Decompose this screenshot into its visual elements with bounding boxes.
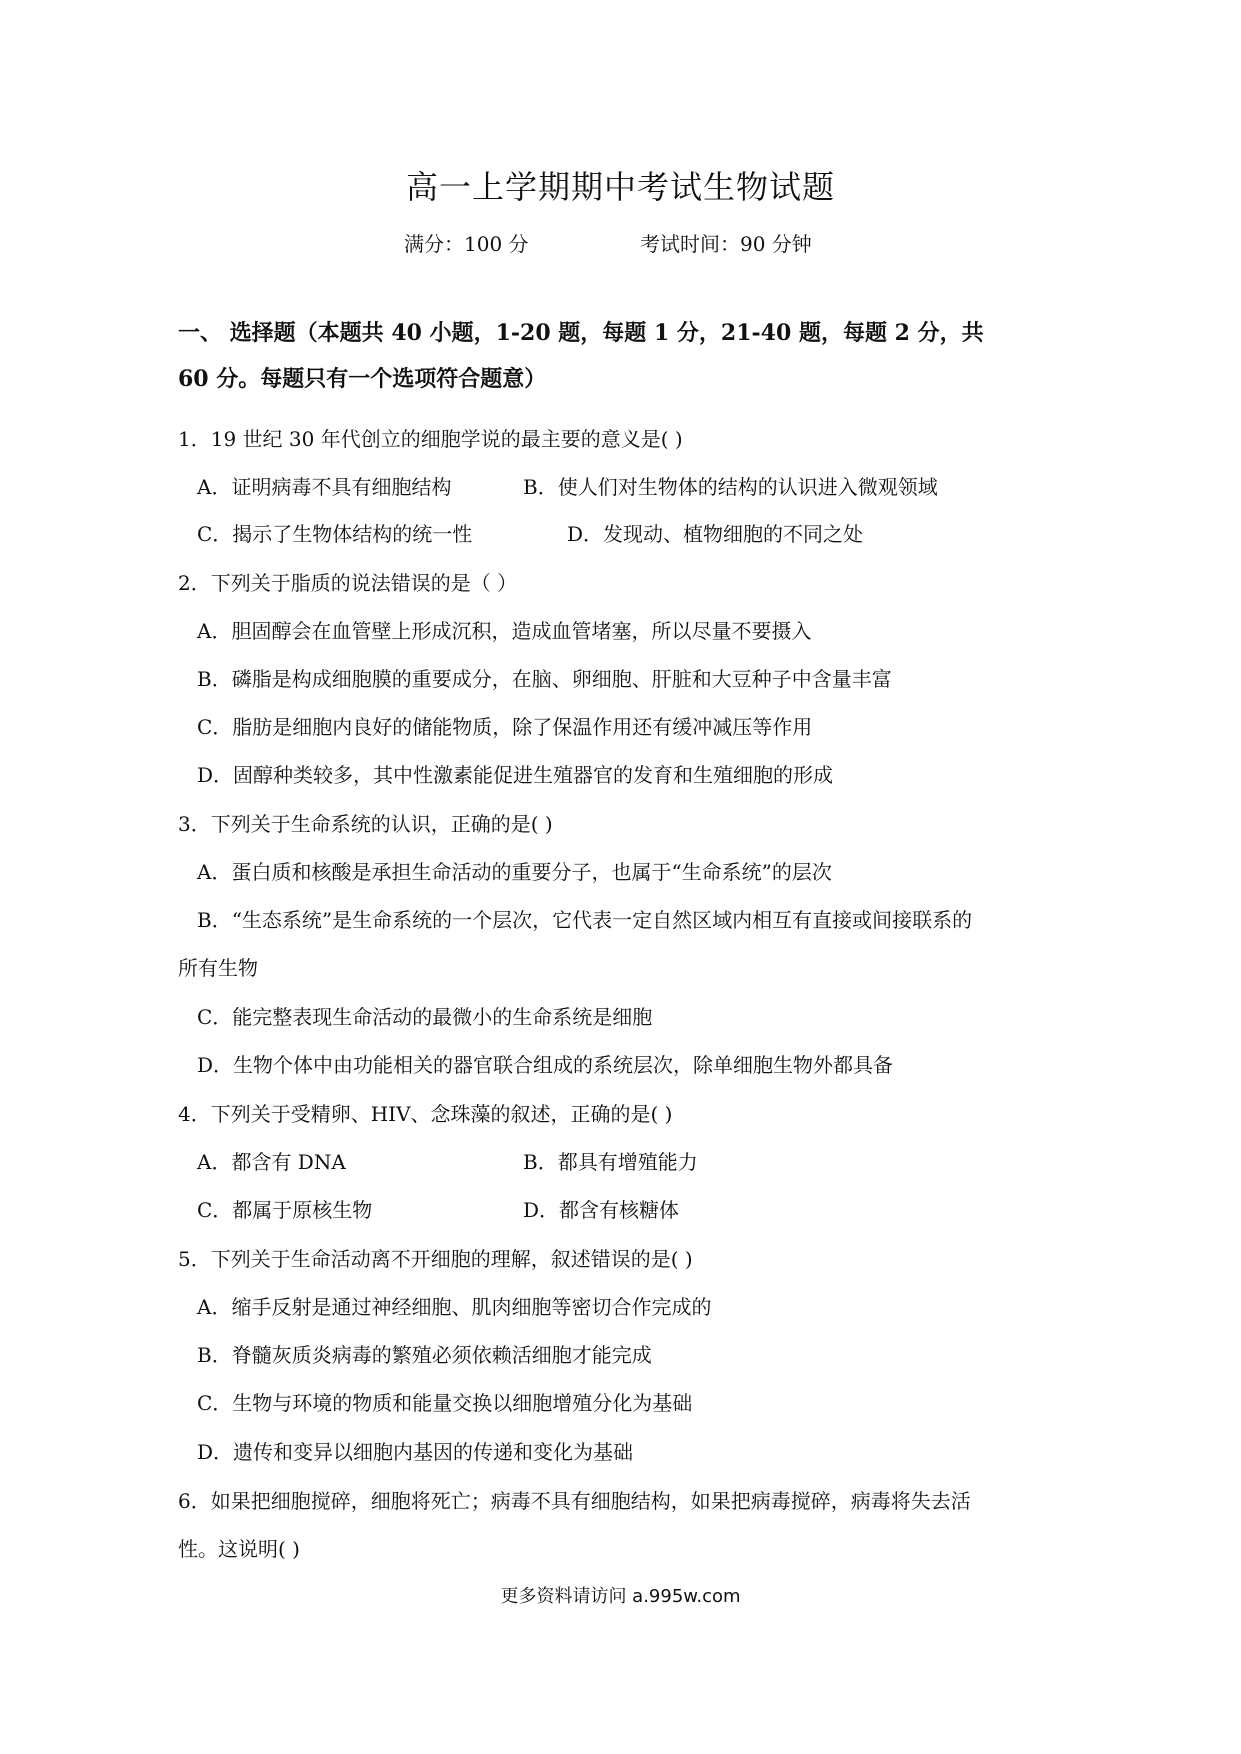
page-title: 高一上学期期中考试生物试题 <box>405 168 835 206</box>
section-heading-line2: 60 分。每题只有一个选项符合题意） <box>178 366 547 392</box>
question-5-option-c: C．生物与环境的物质和能量交换以细胞增殖分化为基础 <box>197 1391 693 1415</box>
question-4-option-a: A．都含有 DNA <box>197 1150 346 1174</box>
footer-link[interactable]: 更多资料请访问 a.995w.com <box>500 1586 741 1607</box>
question-2-option-d: D．固醇种类较多，其中性激素能促进生殖器官的发育和生殖细胞的形成 <box>197 763 834 787</box>
question-4-option-b: B．都具有增殖能力 <box>523 1150 698 1174</box>
question-3-option-d: D．生物个体中由功能相关的器官联合组成的系统层次，除单细胞生物外都具备 <box>197 1053 894 1077</box>
question-6-stem: 6．如果把细胞搅碎，细胞将死亡；病毒不具有细胞结构，如果把病毒搅碎，病毒将失去活 <box>178 1489 971 1513</box>
question-3-option-c: C．能完整表现生命活动的最微小的生命系统是细胞 <box>197 1005 653 1029</box>
question-2-stem: 2．下列关于脂质的说法错误的是（ ） <box>178 571 518 595</box>
question-5-option-a: A．缩手反射是通过神经细胞、肌肉细胞等密切合作完成的 <box>197 1295 712 1319</box>
question-3-option-a: A．蛋白质和核酸是承担生命活动的重要分子，也属于“生命系统”的层次 <box>197 860 832 884</box>
question-1-stem: 1．19 世纪 30 年代创立的细胞学说的最主要的意义是( ) <box>178 427 683 451</box>
question-4-stem: 4．下列关于受精卵、HIV、念珠藻的叙述，正确的是( ) <box>178 1102 673 1126</box>
question-1-option-d: D．发现动、植物细胞的不同之处 <box>567 522 864 546</box>
question-3-option-b: B．“生态系统”是生命系统的一个层次，它代表一定自然区域内相互有直接或间接联系的 <box>197 908 973 932</box>
question-4-option-d: D．都含有核糖体 <box>523 1198 680 1222</box>
question-2-option-a: A．胆固醇会在血管壁上形成沉积，造成血管堵塞，所以尽量不要摄入 <box>197 619 812 643</box>
question-2-option-b: B．磷脂是构成细胞膜的重要成分，在脑、卵细胞、肝脏和大豆种子中含量丰富 <box>197 667 892 691</box>
question-5-option-d: D．遗传和变异以细胞内基因的传递和变化为基础 <box>197 1440 634 1464</box>
full-score: 满分：100 分 <box>404 232 529 256</box>
question-1-option-b: B．使人们对生物体的结构的认识进入微观领域 <box>523 475 938 499</box>
question-3-option-b-continued: 所有生物 <box>178 956 258 980</box>
question-1-option-c: C．揭示了生物体结构的统一性 <box>197 522 473 546</box>
question-3-stem: 3．下列关于生命系统的认识，正确的是( ) <box>178 812 553 836</box>
question-4-option-c: C．都属于原核生物 <box>197 1198 373 1222</box>
question-5-stem: 5．下列关于生命活动离不开细胞的理解，叙述错误的是( ) <box>178 1247 693 1271</box>
section-heading-line1: 一、 选择题（本题共 40 小题，1-20 题，每题 1 分，21-40 题，每题 2 分，共 <box>178 320 984 346</box>
question-2-option-c: C．脂肪是细胞内良好的储能物质，除了保温作用还有缓冲减压等作用 <box>197 715 813 739</box>
question-1-option-a: A．证明病毒不具有细胞结构 <box>197 475 452 499</box>
question-6-stem-continued: 性。这说明( ) <box>178 1537 300 1561</box>
question-5-option-b: B．脊髓灰质炎病毒的繁殖必须依赖活细胞才能完成 <box>197 1343 652 1367</box>
exam-time: 考试时间：90 分钟 <box>640 232 812 256</box>
